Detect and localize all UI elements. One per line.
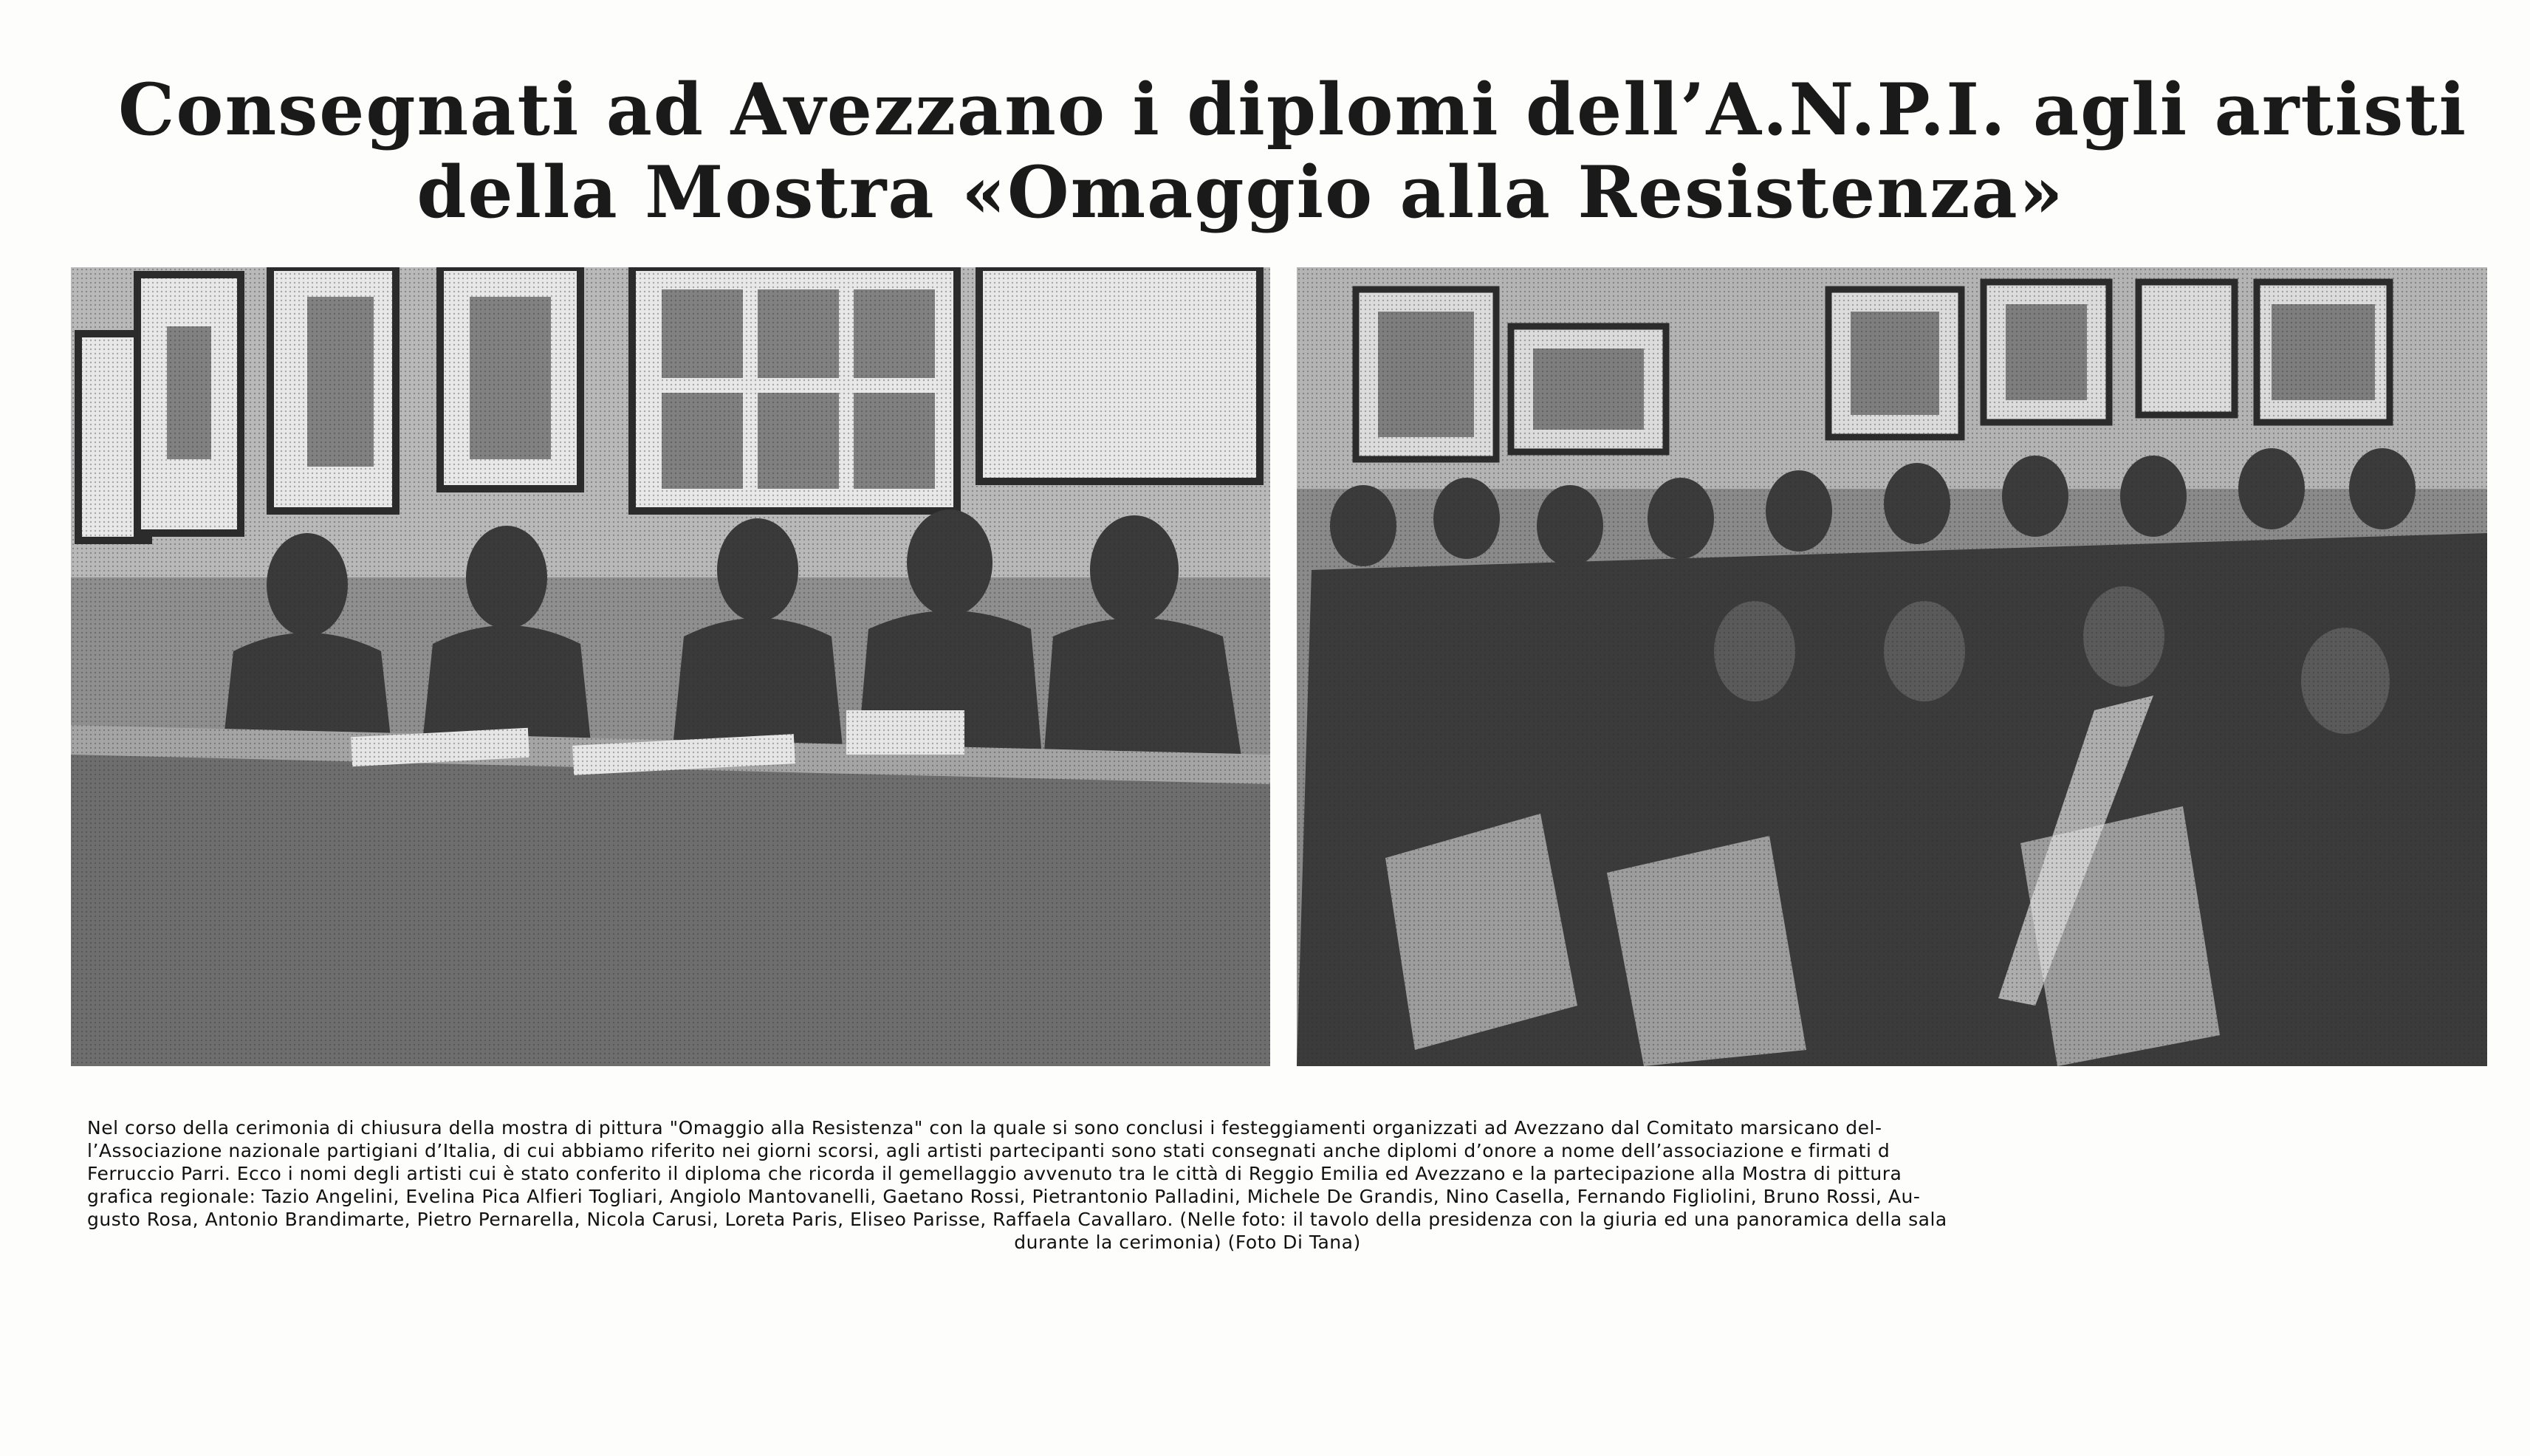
caption-line-6: durante la cerimonia) (Foto Di Tana) <box>1014 1232 1361 1253</box>
photo-caption <box>87 1116 2495 1254</box>
caption-line-2: l’Associazione nazionale partigiani d’Italia, di cui abbiamo riferito nei giorni scorsi, agli artisti partecipanti sono stati consegnati anche diplomi d’onore a nome dell’associazione e firmati d <box>87 1140 1890 1161</box>
headline-line-2: della Mostra «Omaggio alla Resistenza» <box>416 151 2065 234</box>
headline-line-1: Consegnati ad Avezzano i diplomi dell’A.N.P.I. agli artisti <box>118 68 2468 151</box>
caption-line-4: grafica regionale: Tazio Angelini, Evelina Pica Alfieri Togliari, Angiolo Mantovanelli, Gaetano Rossi, Pietrantonio Palladini, Michele De Grandis, Nino Casella, Fernando Figliolini, Bruno Rossi, Au- <box>87 1186 1921 1207</box>
caption-line-3: Ferruccio Parri. Ecco i nomi degli artisti cui è stato conferito il diploma che ricorda il gemellaggio avvenuto tra le città di Reggio Emilia ed Avezzano e la partecipazione alla Mostra di pittura <box>87 1163 1902 1184</box>
photo-presidency-table <box>71 267 1270 1066</box>
caption-line-5: gusto Rosa, Antonio Brandimarte, Pietro Pernarella, Nicola Carusi, Loreta Paris, Eliseo Parisse, Raffaela Cavallaro. (Nelle foto: il tavolo della presidenza con la giuria ed una panoramica della sala <box>87 1209 1947 1230</box>
caption-line-1: Nel corso della cerimonia di chiusura della mostra di pittura "Omaggio alla Resistenza" con la quale si sono conclusi i festeggiamenti organizzati ad Avezzano dal Comitato marsicano del- <box>87 1117 1882 1139</box>
photo-audience-panorama <box>1297 267 2487 1066</box>
